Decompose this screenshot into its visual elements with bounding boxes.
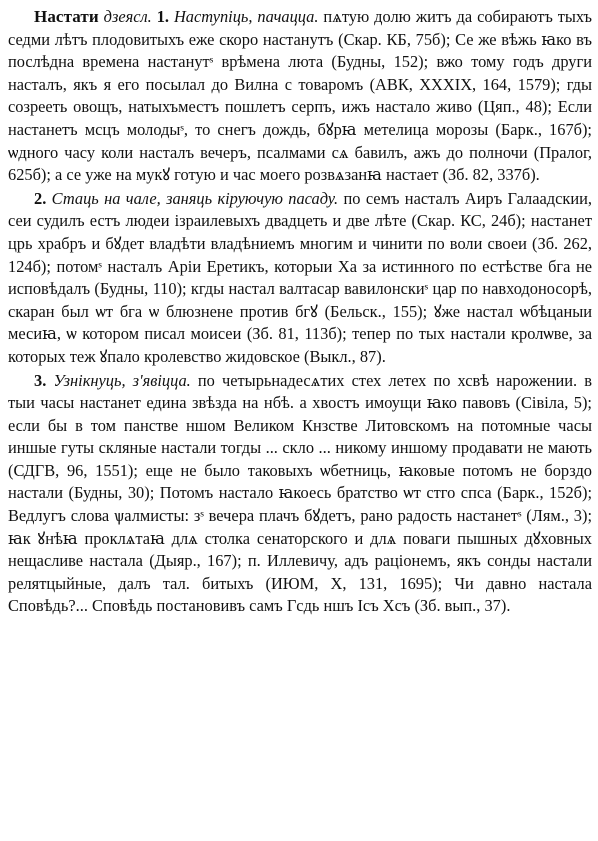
sense-3: [8, 370, 592, 619]
sense-text: пѧтую долю житъ да собираютъ тыхъ седми лѣтъ плодовитыхъ еже скоро настанутъ (Скар. КБ, 75б); Се же вѣжь ꙗко въ послѣдна времена настанутˢ врѣмена люта (Будны, 152); вжо тому годъ други насталъ, якъ я его посылал до Вилна с товаромъ (АВК, XXXIX, 164, 1579); гды созрееть овощъ, натыхъместъ пошлетъ серпъ, ижъ настало живо (Цяп., 48); Если настанетъ мсцъ молодыˢ, то снегъ дождь, бꙋрꙗ метелица морозы (Барк., 167б); ѡдного часу коли насталъ вечеръ, псалмами сѧ бавилъ, ажъ до полночи (Пралог, 625б); а се уже на мукꙋ готую и час моего розвѧзанꙗ настает (Зб. 82, 337б).: [8, 7, 592, 185]
sense-gloss: Наступіць, пачацца.: [173, 7, 319, 26]
sense-2: [8, 188, 592, 369]
sense-1: [8, 6, 592, 187]
sense-gloss: Узнікнуць, з'явіцца.: [53, 370, 191, 390]
grammar-label: дзеясл.: [103, 7, 152, 26]
sense-number: 2.: [34, 188, 47, 208]
sense-number: 3.: [34, 370, 47, 390]
headword: Настати: [34, 7, 99, 26]
sense-number: 1.: [156, 7, 170, 26]
sense-gloss: Стаць на чале, заняць кіруючую пасаду.: [51, 188, 339, 208]
sense-text: по четырьнадесѧтих стех летех по хсвѣ нарожении. в тыи часы настанет едина звѣзда на нбѣ. а хвостъ имоущи ꙗко павовъ (Сівіла, 5); если бы в том панстве ншом Великом Кнзстве Литовскомъ на потомные часы иншые гуты скляные настали тогды ... скло ... никому иншому продавати не мають (СДГВ, 96, 1551); еще не было таковыхъ ѡбетниць, ꙗковые потомъ не борздо настали (Будны, 30); Потомъ настало ꙗкоесь братство ѡт стго спса (Барк., 152б); Ведлугъ слова ѱалмисты: зˢ вечера плачъ бꙋдетъ, рано радость настанетˢ (Лям., 3); ꙗк ꙋнѣꙗ проклѧтаꙗ длѧ столка сенаторского и длѧ поваги пышных дꙋховных нещасливе настала (Дыяр., 167); п. Иллевичу, адъ раціонемъ, якъ сонды настали релятцыйные, далъ тал. битыхъ (ИЮМ, X, 131, 1695); Чи давно настала Сповѣдь?... Сповѣдь постановивъ самъ Гсдь ншъ Ісъ Хсъ (Зб. вып., 37).: [8, 370, 593, 616]
sense-text: по семъ насталъ Аиръ Галаадскии, сеи судилъ естъ людеи ізраилевыхъ двадцеть и две лѣте (Скар. КС, 24б); настанет црь храбръ и бꙋдет владѣти владѣниемъ многим и чинити по воли своеи (Зб. 262, 124б); потомˢ насталъ Аріи Еретикъ, которыи Ха за истинного по естѣстве бга не исповѣдалъ (Будны, 110); кгды настал валтасар вавилонскиˢ цар по навходоносорѣ, скаран был ѡт бга ѡ блюзнене против бгꙋ (Бельск., 155); ꙋже настал ѡбѣцаныи месиꙗ, ѡ котором писал моисеи (Зб. 81, 113б); тепер по тых настали кролѡве, за которых теж ꙋпало кролевство жидовское (Выкл., 87).: [8, 188, 592, 366]
